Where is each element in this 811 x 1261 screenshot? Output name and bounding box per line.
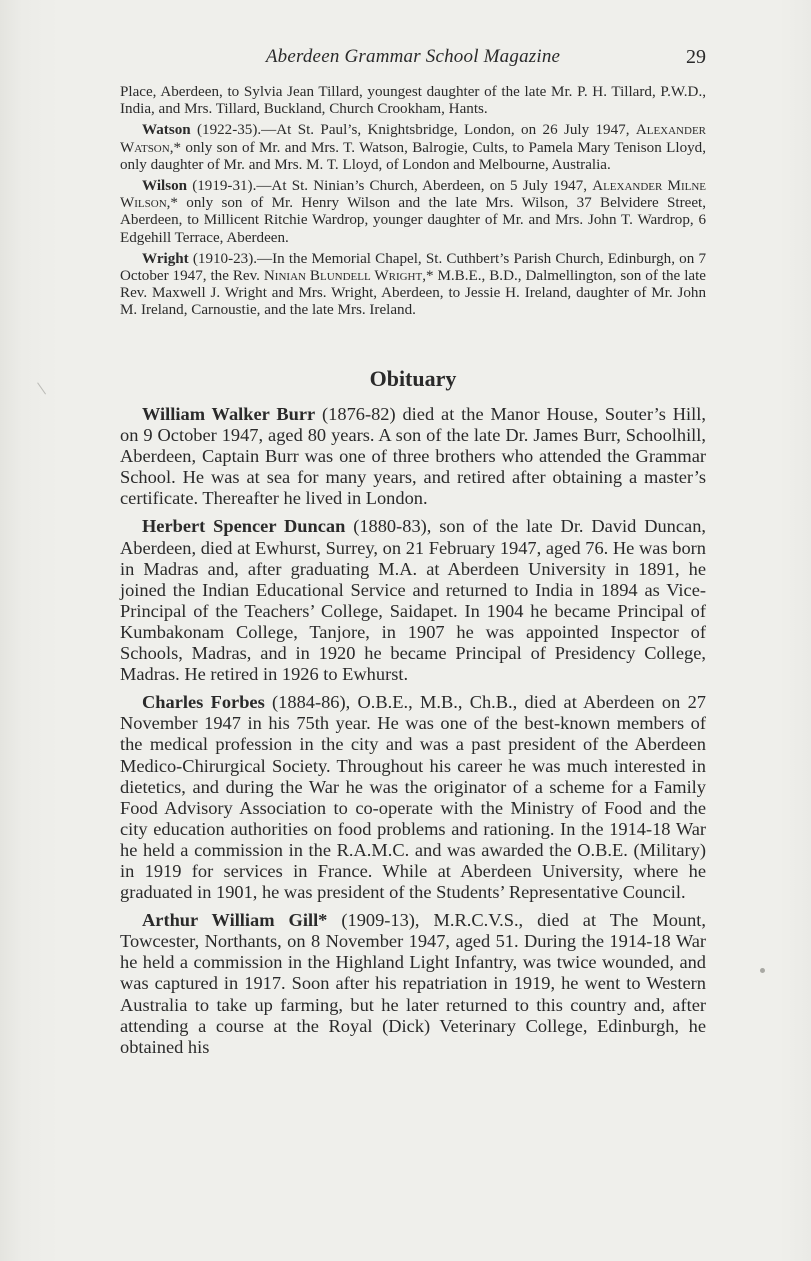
groom-name: Alexander Milne Wilson, [120, 178, 706, 212]
entry-text: (1922-35).—At St. Paul’s, Knightsbridge, London, on 26 July 1947, [190, 122, 636, 139]
groom-name: Alexander Watson, [120, 122, 706, 156]
obituary-entry-duncan [120, 516, 706, 685]
entry-text: (1909-13), M.R.C.V.S., died at The Mount, Towcester, Northants, on 8 November 1947, aged 51. During the 1914-18 War he held a commission in the Highland Light Infantry, was twice wounded, and was captured in 1917. Soon after his repatriation in 1919, he went to Western Australia to take up farming, but he later returned to this country and, after attending a course at the Royal (Dick) Veterinary College, Edinburgh, he obtained his [120, 910, 706, 1057]
marriage-entry-tillard-continued: Place, Aberdeen, to Sylvia Jean Tillard, youngest daughter of the late Mr. P. H. Tillard, P.W.D., India, and Mrs. Tillard, Buckland, Church Crookham, Hants. [120, 84, 706, 118]
entry-name: Herbert Spencer Duncan [142, 516, 346, 537]
obituary-heading: Obituary [369, 366, 457, 391]
entry-text: (1884-86), O.B.E., M.B., Ch.B., died at Aberdeen on 27 November 1947 in his 75th year. He was one of the best-known members of the medical profession in the city and was a past president of the Aberdeen Medico-Chirurgical Society. Throughout his career he was much interested in dietetics, and during the War he was the originator of a scheme for a Family Food Advisory Association to co-operate with the Ministry of Food and the city education authorities on food problems and rationing. In the 1914-18 War he held a commission in the R.A.M.C. and was awarded the O.B.E. (Military) in 1919 for services in France. While at Aberdeen University, where he graduated in 1901, he was president of the Students’ Representative Council. [120, 692, 706, 903]
entry-name: Watson [142, 122, 191, 139]
page-number: 29 [686, 46, 706, 68]
entry-name: Charles Forbes [142, 692, 265, 713]
obituary-entry-burr [120, 404, 706, 509]
obituary-entry-gill [120, 910, 706, 1058]
entry-text: * only son of Mr. Henry Wilson and the late Mrs. Wilson, 37 Belvidere Street, Aberdeen, to Millicent Ritchie Wardrop, younger daughter of Mr. and Mrs. John T. Wardrop, 6 Edgehill Terrace, Aberdeen. [120, 195, 706, 246]
running-title: Aberdeen Grammar School Magazine [265, 46, 561, 67]
entry-name: Wright [142, 250, 189, 267]
entry-text: (1919-31).—At St. Ninian’s Church, Aberdeen, on 5 July 1947, [187, 178, 593, 195]
obituary-section [120, 404, 706, 1058]
entry-text: * only son of Mr. and Mrs. T. Watson, Balrogie, Cults, to Pamela Mary Tenison Lloyd, only daughter of Mr. and Mrs. M. T. Lloyd, of London and Melbourne, Australia. [120, 139, 706, 173]
marriage-entry-wright [120, 251, 706, 320]
entry-name: Arthur William Gill* [142, 910, 328, 931]
marriages-section [120, 84, 706, 320]
obituary-entry-forbes [120, 692, 706, 903]
entry-text: (1876-82) died at the Manor House, Souter’s Hill, on 9 October 1947, aged 80 years. A son of the late Dr. James Burr, Schoolhill, Aberdeen, Captain Burr was one of three brothers who attended the Grammar School. He was at sea for many years, and retired after obtaining a master’s certificate. Thereafter he lived in London. [120, 404, 706, 509]
marriage-entry-watson [120, 122, 706, 174]
margin-mark [37, 376, 56, 395]
entry-text: (1880-83), son of the late Dr. David Duncan, Aberdeen, died at Ewhurst, Surrey, on 21 February 1947, aged 76. He was born in Madras and, after graduating M.A. at Aberdeen University in 1891, he joined the Indian Educational Service and returned to India in 1894 as Vice-Principal of the Teachers’ College, Saidapet. In 1904 he became Principal of Kumbakonam College, Tanjore, in 1907 he was appointed Inspector of Schools, Madras, and in 1920 he became Principal of Presidency College, Madras. He retired in 1926 to Ewhurst. [120, 516, 706, 685]
entry-name: William Walker Burr [142, 404, 316, 424]
marriage-entry-wilson [120, 178, 706, 247]
entry-text: (1910-23).—In the Memorial Chapel, St. Cuthbert’s Parish Church, Edinburgh, on 7 October 1947, the Rev. [120, 250, 706, 285]
entry-name: Wilson [142, 178, 188, 195]
page-header [120, 46, 706, 76]
margin-dot [760, 968, 765, 973]
entry-text: * M.B.E., B.D., Dalmellington, son of the late Rev. Maxwell J. Wright and Mrs. Wright, Aberdeen, to Jessie H. Ireland, daughter of Mr. John M. Ireland, Carnoustie, and the late Mrs. Ireland. [120, 268, 706, 319]
groom-name: Ninian Blundell Wright, [263, 268, 426, 285]
